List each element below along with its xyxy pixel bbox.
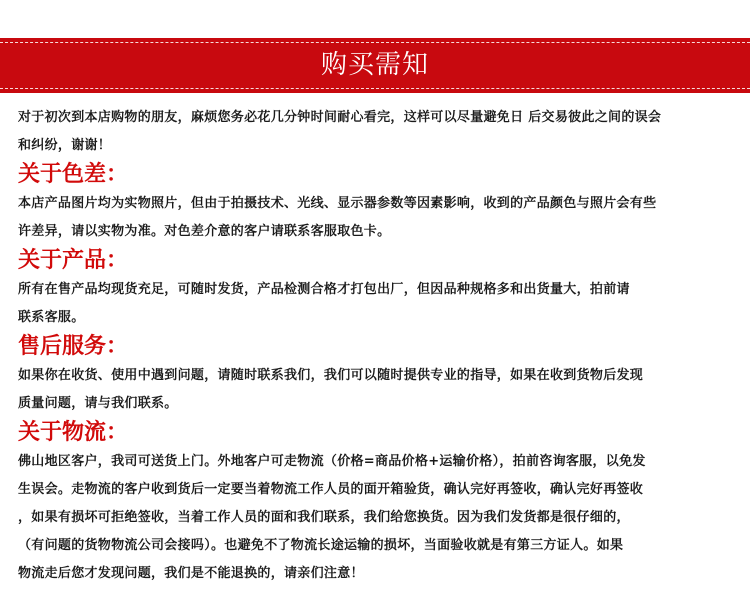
after-sales-line-1: 如果你在收货、使用中遇到问题，请随时联系我们，我们可以随时提供专业的指导，如果在收到货物后发现 bbox=[18, 368, 644, 383]
notice-content bbox=[18, 104, 734, 588]
after-sales-heading: 售后服务： bbox=[18, 334, 129, 359]
product-heading: 关于产品： bbox=[18, 248, 129, 273]
logistics-line-4: （有问题的货物物流公司会接吗）。也避免不了物流长途运输的损坏，当面验收就是有第三方证人。如果 bbox=[18, 538, 624, 553]
logistics-line-1: 佛山地区客户，我司可送货上门。外地客户可走物流（价格=商品价格+运输价格），拍前咨询客服，以免发 bbox=[18, 454, 646, 469]
color-difference-line-1: 本店产品图片均为实物照片，但由于拍摄技术、光线、显示器参数等因素影响，收到的产品颜色与照片会有些 bbox=[18, 196, 657, 211]
after-sales-line-2: 质量问题，请与我们联系。 bbox=[18, 396, 178, 411]
color-difference-line-2: 许差异，请以实物为准。对色差介意的客户请联系客服取色卡。 bbox=[18, 224, 391, 239]
logistics-line-3: ，如果有损坏可拒绝签收，当着工作人员的面和我们联系，我们给您换货。因为我们发货都是很仔细的， bbox=[18, 510, 630, 525]
color-difference-heading: 关于色差： bbox=[18, 162, 129, 187]
logistics-line-2: 生误会。走物流的客户收到货后一定要当着物流工作人员的面开箱验货，确认完好再签收，确认完好再签收 bbox=[18, 482, 644, 497]
header-banner bbox=[0, 38, 750, 93]
intro-line-1: 对于初次到本店购物的朋友，麻烦您务必花几分钟时间耐心看完，这样可以尽量避免日 后交易彼此之间的误会 bbox=[18, 110, 662, 125]
product-line-2: 联系客服。 bbox=[18, 310, 85, 325]
banner-title: 购买需知 bbox=[320, 50, 429, 80]
logistics-line-5: 物流走后您才发现问题，我们是不能退换的，请亲们注意！ bbox=[18, 566, 364, 581]
intro-line-2: 和纠纷，谢谢！ bbox=[18, 138, 112, 153]
product-line-1: 所有在售产品均现货充足，可随时发货，产品检测合格才打包出厂，但因品种规格多和出货量大，拍前请 bbox=[18, 282, 630, 297]
logistics-heading: 关于物流： bbox=[18, 420, 129, 445]
